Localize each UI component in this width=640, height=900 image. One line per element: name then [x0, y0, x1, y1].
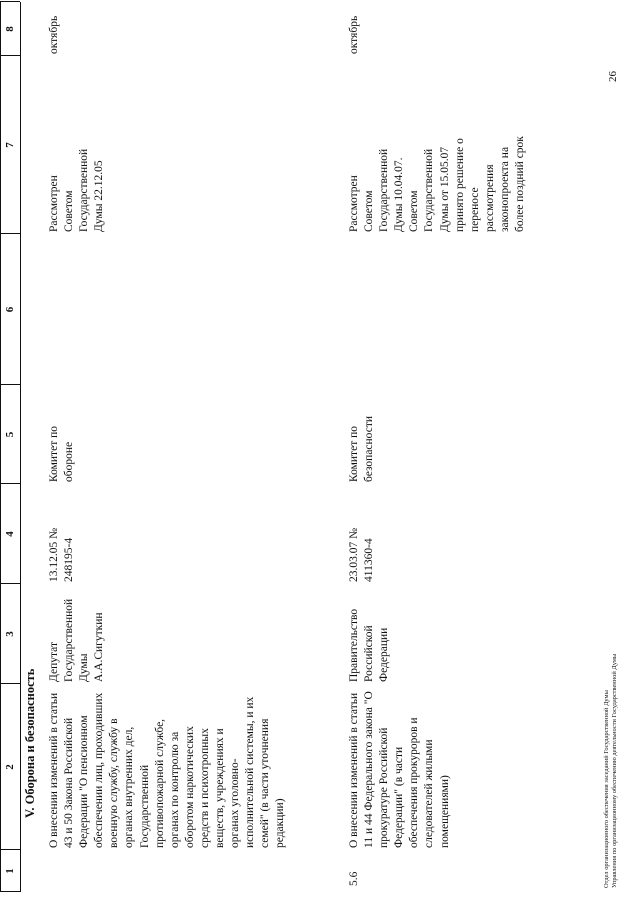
header-number-col-7: 7	[4, 142, 16, 148]
row-1-status: Рассмотрен Советом Государственной Думы 22.12.05	[48, 148, 106, 232]
row-2-month: октябрь	[348, 15, 360, 54]
row-2-number: 5.6	[348, 871, 360, 886]
row-1-bill-title: О внесении изменений в статьи 43 и 50 Закона Российской Федерации "О пенсионном обеспечении лиц, проходивших военную службу, службу в органах внутренних дел, Государственной противопожарной службе, органах по контролю за оборотом наркотических средств и психотропных веществ, учреждениях и органах уголовно-исполнительной системы, и их семей" (в части уточнения редакции)	[48, 692, 287, 848]
row-2-bill-title: О внесении изменений в статьи 11 и 44 Федерального закона "О прокуратуре Российской Федерации" (в части обеспечения прокуроров и следователей жилыми помещениями)	[348, 691, 451, 848]
footer-line-2: Управления по организационному обеспечению деятельности Государственной Думы	[611, 653, 618, 888]
row-2-subject: Правительство Российской Федерации	[348, 608, 391, 682]
page-number: 26	[607, 71, 619, 82]
header-number-col-5: 5	[4, 431, 16, 438]
header-number-col-6: 6	[4, 306, 16, 313]
header-number-col-3: 3	[4, 631, 16, 637]
row-2-committee: Комитет по безопасности	[348, 415, 376, 482]
row-1-subject: Депутат Государственной Думы А.А.Сигуткин	[48, 598, 106, 682]
footer-line-1: Отдел организационного обеспечения заседаний Государственной Думы	[603, 690, 610, 888]
row-1-month: октябрь	[48, 15, 60, 54]
row-2-status: Рассмотрен Советом Государственной Думы 10.04.07. Советом Государственной Думы от 15.05.07 принято решение о переносе рассмотрения законопроекта на более поздний срок	[348, 136, 527, 232]
section-title: V. Оборона и безопасность	[23, 668, 37, 818]
row-1-date-number: 13.12.05 № 248195-4	[48, 527, 76, 582]
header-number-col-8: 8	[4, 26, 16, 32]
header-number-col-2: 2	[4, 764, 16, 770]
header-number-col-1: 1	[4, 868, 16, 874]
header-number-col-4: 4	[4, 531, 16, 537]
row-1-committee: Комитет по обороне	[48, 426, 76, 482]
row-2-date-number: 23.03.07 № 411360-4	[348, 527, 376, 582]
